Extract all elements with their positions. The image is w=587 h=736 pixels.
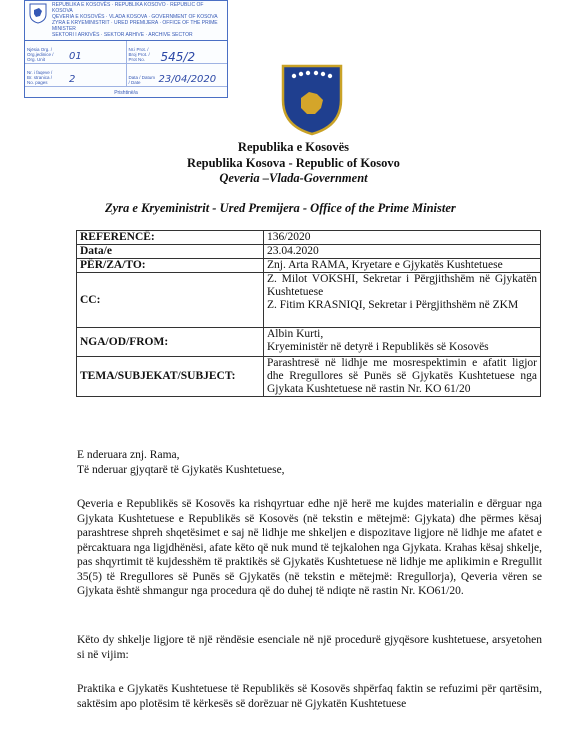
kosovo-emblem-icon [28,2,48,24]
stamp-org-label: Njësia Org. / Org.jedinice / Org. Unit [27,47,54,62]
from-label: NGA/OD/FROM: [77,328,264,357]
cc-recipient: Z. Milot VOKSHI, Sekretar i Përgjithshëm në Gjykatën Kushtetuese [267,273,537,298]
stamp-row [25,87,227,97]
ref-value: 136/2020 [264,231,541,245]
salutation [77,448,542,477]
cc-value [264,273,541,328]
from-value [264,328,541,357]
subject-label: TEMA/SUBJEKAT/SUBJECT: [77,357,264,397]
stamp-pages-value: 2 [69,74,76,85]
stamp-prot-label: Nr.i Prot. / Broj Prot. / Prot No. [128,47,150,62]
stamp-cell [25,41,126,63]
date-value: 23.04.2020 [264,245,541,259]
stamp-header-line: ZYRA E KRYEMINISTRIT · URED PREMIJERA · OFFICE OF THE PRIME MINISTER [52,20,218,32]
paragraph: Këto dy shkelje ligjore të një rëndësie esenciale në një procedurë gjyqësore kushtetuese, arsyetohen si në vijim: [77,634,542,661]
paragraph: Qeveria e Republikës së Kosovës ka rishqyrtuar edhe një herë me kujdes materialin e dërguar nga Gjykata Kushtetuese e Republikës së Kosovës (në tekstin e mëtejmë: Gjykata) dhe përmes kësaj parashtrese shpreh shqetësimet e saj në lidhje me shkeljen e dispozitave ligjore në lidhje me afatet e përcaktuara nga ligjdhënësi, afate këto që nuk mund të tejkalohen nga Gjykata. Krahas kësaj shkelje, pas shqyrtimit të kujdesshëm të praktikës së Gjykatës Kushtetuese në lidhje me aplikimin e Rregullit 35(5) të Rregullores së Punës së Gjykatës (në tekstin e mëtejmë: Rregullorja), Qeveria vëren se Gjykata është shmangur nga procedura që do duhej të ndiqte në rastin Nr. KO61/20. [77,498,542,597]
stamp-header-text [52,2,224,38]
stamp-row [25,64,227,87]
office-title: Zyra e Kryeministrit - Ured Premijera - Office of the Prime Minister [105,201,456,215]
to-label: PËR/ZA/TO: [77,259,264,273]
stamp-pages-label: Nr. i faqeve / Br. stranica / No. pages [27,70,53,85]
table-row [77,357,541,397]
stamp-cell [25,64,126,86]
table-row [77,273,541,328]
salutation-line: Të nderuar gjyqtarë të Gjykatës Kushtetuese, [77,463,285,476]
stamp-org-value: 01 [69,51,82,62]
heading-line-2: Republika Kosova - Republic of Kosovo [187,156,400,170]
date-label: Data/e [77,245,264,259]
ref-label: REFERENCË: [77,231,264,245]
stamp-header-line: SEKTORI I ARKIVËS · SEKTOR ARHIVE · ARCHIVE SECTOR [52,32,193,38]
table-row [77,259,541,273]
stamp-prot-value: 545/2 [160,50,196,64]
paragraph: Praktika e Gjykatës Kushtetuese të Republikës së Kosovës shpërfaq faktin se refuzimi për qartësim, saktësim apo plotësim të kërkesës së dorëzuar në Gjykatën Kushtetuese [77,683,542,710]
archive-stamp [24,0,228,98]
stamp-header-line: REPUBLIKA E KOSOVËS · REPUBLIKA KOSOVO · REPUBLIC OF KOSOVA [52,2,204,14]
stamp-cell [126,41,228,63]
salutation-line: E nderuara znj. Rama, [77,449,180,461]
subject-value: Parashtresë në lidhje me mosrespektimin e afatit ligjor dhe Rregullores së Punës së Gjykatës Kushtetuese nga Gjykata Kushtetuese në rastin Nr. KO 61/20 [264,357,541,397]
stamp-date-value: 23/04/2020 [158,74,217,85]
reference-table [76,230,541,397]
stamp-cell [126,64,228,86]
cc-label: CC: [77,273,264,328]
from-title: Kryeministër në detyrë i Republikës së Kosovës [267,341,489,353]
coat-of-arms-icon [281,64,343,136]
stamp-header [25,1,227,41]
from-name: Albin Kurti, [267,328,324,340]
table-row [77,328,541,357]
stamp-date-label: Data / Datum / Date [128,75,156,85]
table-row [77,245,541,259]
heading-line-3: Qeveria –Vlada-Government [219,171,368,185]
stamp-row [25,41,227,64]
table-row [77,231,541,245]
to-value: Znj. Arta RAMA, Kryetare e Gjykatës Kushtetuese [264,259,541,273]
stamp-header-line: QEVERIA E KOSOVËS · VLADA KOSOVA · GOVERNMENT OF KOSOVA [52,14,218,20]
cc-recipient: Z. Fitim KRASNIQI, Sekretar i Përgjithshëm në ZKM [267,299,519,311]
heading-line-1: Republika e Kosovës [237,140,350,154]
stamp-place: Prishtinë/a [114,90,138,96]
